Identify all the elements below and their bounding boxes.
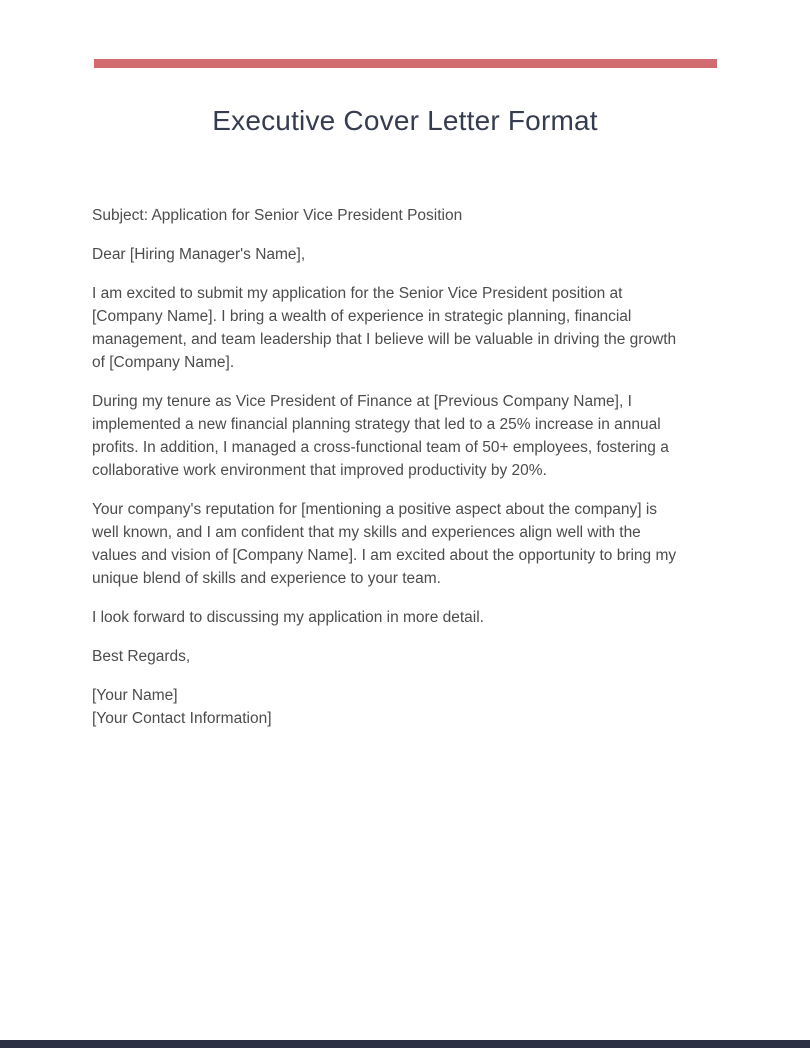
subject-line: Subject: Application for Senior Vice President Position	[92, 207, 463, 224]
top-accent-bar	[94, 59, 717, 68]
signature-block	[92, 684, 684, 730]
paragraph-introduction: I am excited to submit my application for the Senior Vice President position at [Company Name]. I bring a wealth of experience in strategic planning, financial management, and team leadership that I believe will be valuable in driving the growth of [Company Name].	[92, 285, 677, 371]
paragraph-follow-up: I look forward to discussing my application in more detail.	[92, 609, 484, 626]
closing: Best Regards,	[92, 648, 191, 665]
page-title: Executive Cover Letter Format	[212, 105, 598, 136]
signature-name: [Your Name]	[92, 687, 178, 704]
paragraph-achievements: During my tenure as Vice President of Finance at [Previous Company Name], I implemented a new financial planning strategy that led to a 25% increase in annual profits. In addition, I managed a cross-functional team of 50+ employees, fostering a collaborative work environment that improved productivity by 20%.	[92, 393, 669, 479]
paragraph-company-fit: Your company's reputation for [mentioning a positive aspect about the company] is well known, and I am confident that my skills and experiences align well with the values and vision of [Company Name]. I am excited about the opportunity to bring my unique blend of skills and experience to your team.	[92, 501, 677, 587]
salutation: Dear [Hiring Manager's Name],	[92, 246, 306, 263]
signature-contact: [Your Contact Information]	[92, 710, 272, 727]
bottom-footer-bar	[0, 1040, 810, 1048]
letter-body	[92, 204, 684, 730]
